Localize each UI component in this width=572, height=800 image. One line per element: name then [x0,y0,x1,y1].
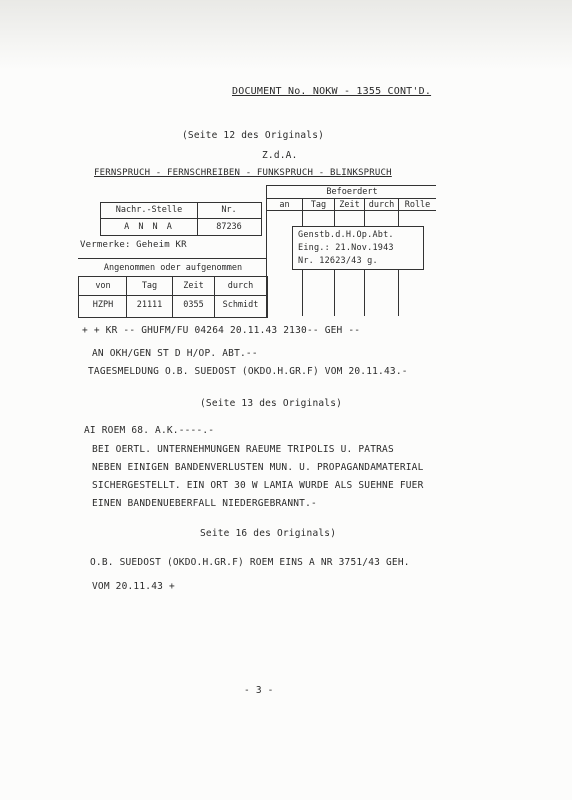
vermerke: Vermerke: Geheim KR [80,240,187,250]
message-types: FERNSPRUCH - FERNSCHREIBEN - FUNKSPRUCH - BLINKSPRUCH [94,168,392,178]
message-header-line: + + KR -- GHUFM/FU 04264 20.11.43 2130-- GEH -- [82,325,361,336]
nachr-stelle-label: Nachr.-Stelle [115,205,183,215]
document-number: DOCUMENT No. NOKW - 1355 CONT'D. [232,86,432,97]
body-line-1: AI ROEM 68. A.K.----.- [84,425,215,436]
ang-header-tag: Tag [141,281,158,291]
closing-line-2: VOM 20.11.43 + [92,581,175,592]
bef-header-zeit: Zeit [339,200,360,210]
receipt-stamp [292,226,424,270]
message-address-line: AN OKH/GEN ST D H/OP. ABT.-- [92,348,258,359]
ang-value-durch: Schmidt [222,300,259,310]
page-number: - 3 - [244,685,274,696]
bef-header-line [266,210,436,211]
body-line-4: SICHERGESTELLT. EIN ORT 30 W LAMIA WURDE ALS SUEHNE FUER [92,480,424,491]
seite-13-label: (Seite 13 des Originals) [200,398,343,409]
nachr-stelle-value: A N N A [124,222,174,232]
nr-label: Nr. [221,205,237,215]
message-subject-line: TAGESMELDUNG O.B. SUEDOST (OKDO.H.GR.F) VOM 20.11.43.- [88,366,408,377]
bef-header-an: an [279,200,290,210]
ang-value-zeit: 0355 [183,300,204,310]
body-line-2: BEI OERTL. UNTERNEHMUNGEN RAEUME TRIPOLIS U. PATRAS [92,444,394,455]
scan-shading [0,0,572,70]
nr-value: 87236 [216,222,242,232]
ang-top-line [78,258,266,259]
seite-16-label: Seite 16 des Originals) [200,528,337,539]
ang-header-von: von [95,281,111,291]
ang-value-tag: 21111 [136,300,163,310]
bef-header-tag: Tag [310,200,327,210]
ang-header-zeit: Zeit [183,281,204,291]
bef-header-durch: durch [368,200,395,210]
stamp-line-1: Genstb.d.H.Op.Abt. [298,230,394,240]
stamp-line-3: Nr. 12623/43 g. [298,256,378,266]
ang-value-von: HZPH [92,300,114,310]
bef-sub-line [266,198,436,199]
closing-line-1: O.B. SUEDOST (OKDO.H.GR.F) ROEM EINS A NR 3751/43 GEH. [90,557,410,568]
ang-header-durch: durch [227,281,254,291]
befoerdert-label: Befoerdert [326,187,378,197]
body-line-3: NEBEN EINIGEN BANDENVERLUSTEN MUN. U. PROPAGANDAMATERIAL [92,462,424,473]
bef-top-line [266,185,436,186]
nachr-row-line [100,218,261,219]
body-line-5: EINEN BANDENUEBERFALL NIEDERGEBRANNT.- [92,498,317,509]
seite-12-label: (Seite 12 des Originals) [182,130,325,141]
angenommen-label: Angenommen oder aufgenommen [103,263,243,273]
zda-label: Z.d.A. [262,150,298,161]
bef-header-rolle: Rolle [404,200,431,210]
stamp-line-2: Eing.: 21.Nov.1943 [298,243,394,253]
